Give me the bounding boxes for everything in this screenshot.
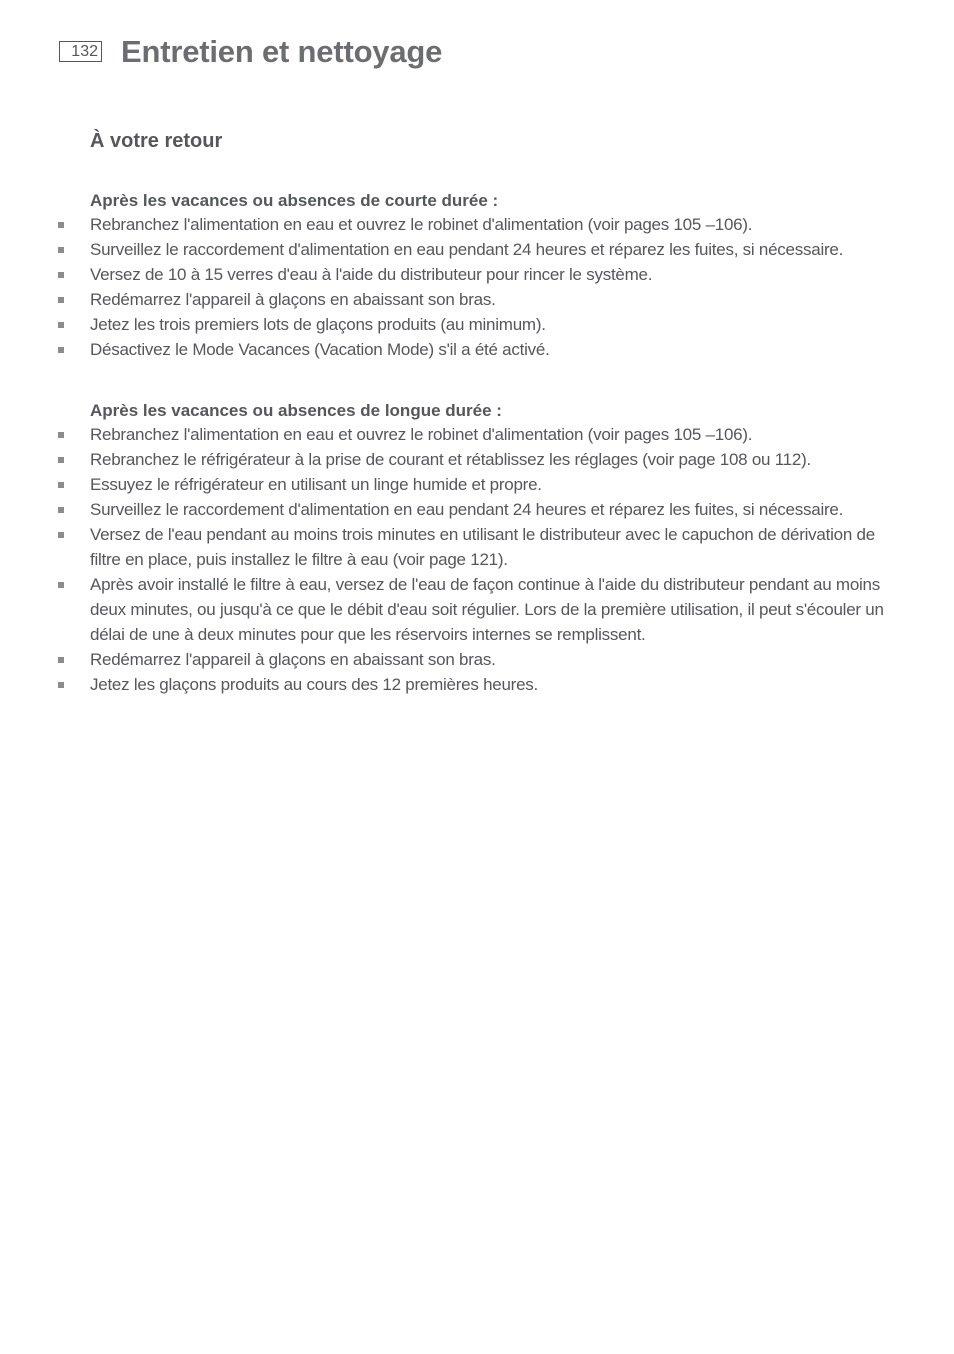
square-bullet-icon <box>58 432 64 438</box>
list-item-text: Versez de 10 à 15 verres d'eau à l'aide du distributeur pour rincer le système. <box>90 265 653 284</box>
list-item-text: Rebranchez l'alimentation en eau et ouvrez le robinet d'alimentation (voir pages 105 –106). <box>90 425 753 444</box>
list-item-text: Rebranchez l'alimentation en eau et ouvrez le robinet d'alimentation (voir pages 105 –106). <box>90 215 753 234</box>
long-absence-section <box>0 399 954 697</box>
list-item <box>0 672 954 697</box>
list-item-text: Redémarrez l'appareil à glaçons en abaissant son bras. <box>90 650 496 669</box>
list-item <box>0 647 954 672</box>
list-item <box>0 337 954 362</box>
list-item <box>0 237 954 262</box>
list-item <box>0 472 954 497</box>
short-absence-heading: Après les vacances ou absences de courte durée : <box>90 191 499 210</box>
list-item-text: Après avoir installé le filtre à eau, versez de l'eau de façon continue à l'aide du distributeur pendant au moins deux minutes, ou jusqu'à ce que le débit d'eau soit régulier. Lors de la première utilisation, il peut s'écouler un délai de une à deux minutes pour que les réservoirs internes se remplissent. <box>90 575 884 644</box>
list-item-text: Jetez les trois premiers lots de glaçons produits (au minimum). <box>90 315 546 334</box>
short-absence-section <box>0 189 954 362</box>
page-number: 132 <box>59 41 102 62</box>
list-item <box>0 312 954 337</box>
list-item-text: Versez de l'eau pendant au moins trois minutes en utilisant le distributeur avec le capuchon de dérivation de filtre en place, puis installez le filtre à eau (voir page 121). <box>90 525 875 569</box>
square-bullet-icon <box>58 247 64 253</box>
short-absence-list <box>0 212 954 362</box>
long-absence-heading: Après les vacances ou absences de longue durée : <box>90 401 502 420</box>
square-bullet-icon <box>58 507 64 513</box>
list-item <box>0 572 954 647</box>
list-item <box>0 447 954 472</box>
list-item-text: Essuyez le réfrigérateur en utilisant un linge humide et propre. <box>90 475 542 494</box>
list-item <box>0 497 954 522</box>
square-bullet-icon <box>58 457 64 463</box>
list-item-text: Rebranchez le réfrigérateur à la prise de courant et rétablissez les réglages (voir page 108 ou 112). <box>90 450 811 469</box>
square-bullet-icon <box>58 657 64 663</box>
list-item <box>0 287 954 312</box>
list-item-text: Redémarrez l'appareil à glaçons en abaissant son bras. <box>90 290 496 309</box>
list-item-text: Jetez les glaçons produits au cours des 12 premières heures. <box>90 675 539 694</box>
square-bullet-icon <box>58 682 64 688</box>
long-absence-list <box>0 422 954 697</box>
square-bullet-icon <box>58 582 64 588</box>
list-item-text: Surveillez le raccordement d'alimentation en eau pendant 24 heures et réparez les fuites, si nécessaire. <box>90 500 844 519</box>
list-item <box>0 262 954 287</box>
list-item-text: Désactivez le Mode Vacances (Vacation Mode) s'il a été activé. <box>90 340 550 359</box>
square-bullet-icon <box>58 532 64 538</box>
square-bullet-icon <box>58 322 64 328</box>
list-item <box>0 522 954 572</box>
list-item <box>0 212 954 237</box>
list-item-text: Surveillez le raccordement d'alimentation en eau pendant 24 heures et réparez les fuites, si nécessaire. <box>90 240 844 259</box>
page-title: Entretien et nettoyage <box>121 34 443 69</box>
square-bullet-icon <box>58 347 64 353</box>
list-item <box>0 422 954 447</box>
square-bullet-icon <box>58 222 64 228</box>
square-bullet-icon <box>58 272 64 278</box>
square-bullet-icon <box>58 482 64 488</box>
section-heading: À votre retour <box>90 130 223 152</box>
square-bullet-icon <box>58 297 64 303</box>
